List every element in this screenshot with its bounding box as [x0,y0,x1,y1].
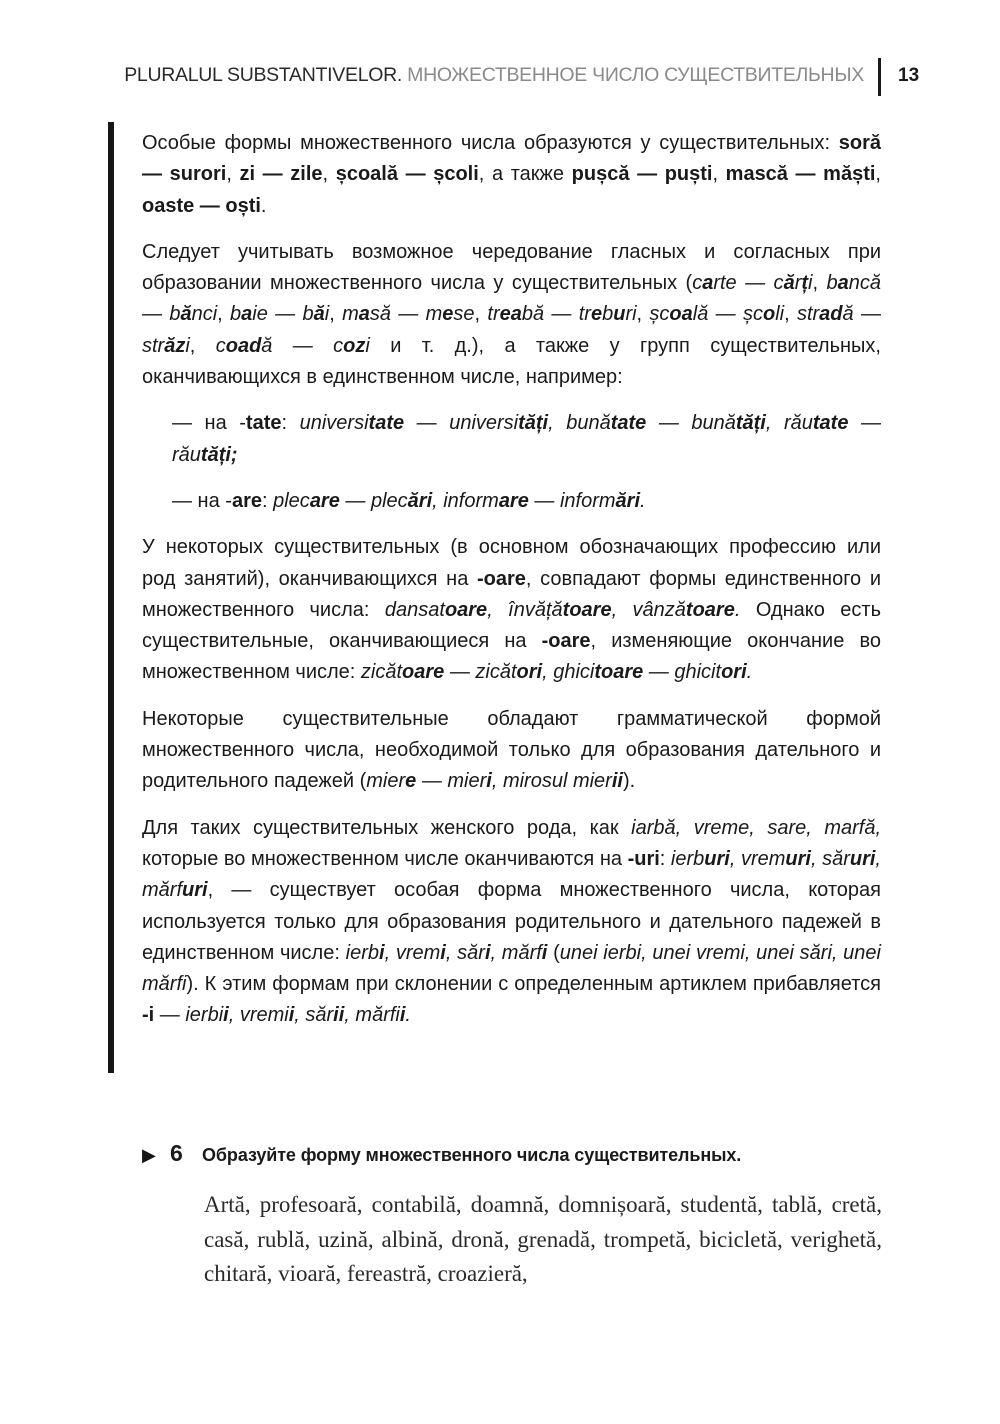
running-title-ru: МНОЖЕСТВЕННОЕ ЧИСЛО СУЩЕСТВИТЕЛЬНЫХ [402,64,864,86]
paragraph: Особые формы множественного числа образуются у существительных: soră — surori, zi — zile, școală — școli, а также pușcă — puști, mască — măști, oaste — oști. [142,132,881,217]
running-header [0,56,1000,96]
paragraph: У некоторых существительных (в основном обозначающих профессию или род занятий), оканчивающихся на -oare, совпадают формы единственного и множественного числа: dansatoare, învățătoare, vânzătoare. Однако есть существительные, оканчивающиеся на -oare, изменяющие окончание во множественном числе: zicătoare — zicători, ghicitoare — ghicitori. [142,536,882,684]
triangle-arrow-icon: ▶ [142,1145,156,1165]
header-divider [878,58,881,96]
rule-side-bar [108,122,114,1073]
paragraph: Следует учитывать возможное чередование гласных и согласных при образовании множественного числа у существительных (carte — cărți, bancă — bănci, baie — băi, masă — mese, treabă — treburi, școală — școli, stradă — străzi, coadă — cozi и т. д.), а также у групп существительных, оканчивающихся в единственном числе, например: [142,240,881,389]
paragraph: Некоторые существительные обладают грамматической формой множественного числа, необходимой только для образования дательного и родительного падежей (miere — mieri, mirosul mierii). [142,707,881,793]
exercise-instruction: Образуйте форму множественного числа существительных. [202,1145,742,1165]
running-title [124,64,864,87]
page-number: 13 [898,65,920,86]
exercise-number: 6 [170,1140,183,1166]
exercise [142,1140,882,1292]
paragraph: Для таких существительных женского рода, как iarbă, vreme, sare, marfă, которые во множественном числе оканчиваются на -uri: ierburi, vremuri, săruri, mărfuri, — существует особая форма множественного числа, которая используется только для образования родительного и дательного падежей в единственном числе: ierbi, vremi, sări, mărfi (unei ierbi, unei vremi, unei sări, unei mărfi). К этим формам при склонении с определенным артиклем прибавляется -i — ierbii, vremii, sării, mărfii. [142,816,882,1027]
paragraph-example: — на -tate: universitate — universități, bunătate — bunătăți, răutate — răutăți; [172,412,881,466]
exercise-word-list: Artă, profesoară, contabilă, doamnă, domnișoară, studentă, tablă, cretă, casă, rublă, uzină, albină, dronă, grenadă, trompetă, bicicletă, verighetă, chitară, vioară, fereastră, croazieră, [204,1192,882,1286]
rule-text [142,128,881,1047]
running-title-ro: PLURALUL SUBSTANTIVELOR. [124,64,403,86]
exercise-heading [142,1140,882,1170]
paragraph-example: — на -are: plecare — plecări, informare — informări. [172,489,646,512]
